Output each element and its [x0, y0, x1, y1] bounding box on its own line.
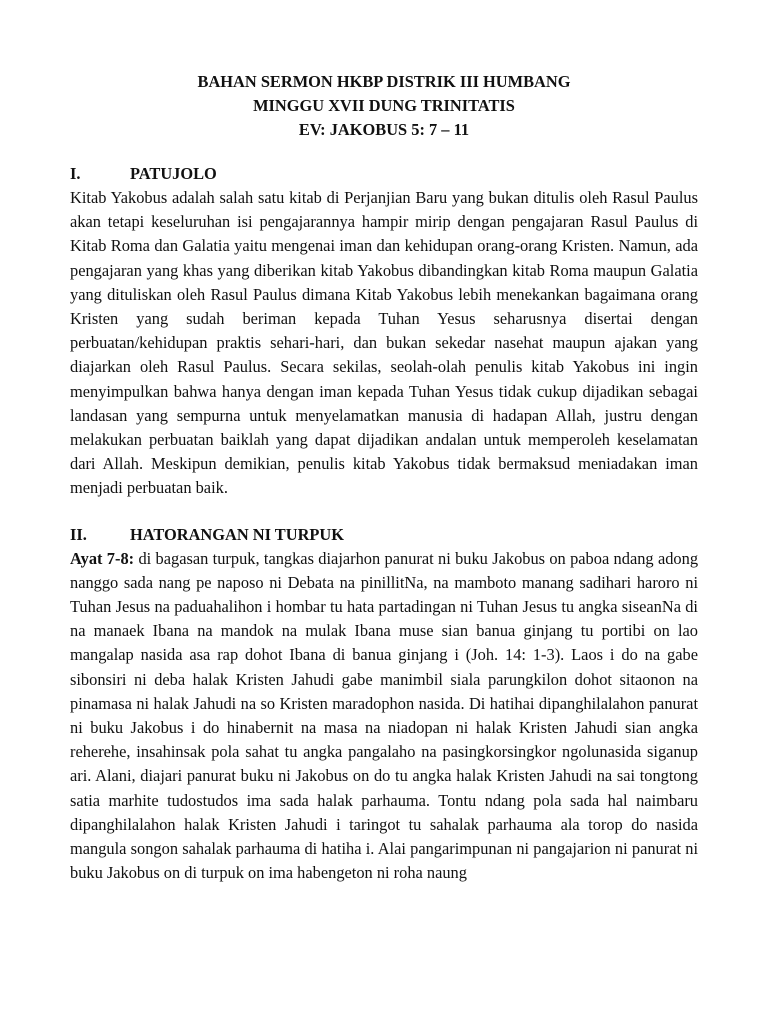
section-title: PATUJOLO: [130, 164, 217, 183]
section-number: I.: [70, 164, 81, 183]
section-heading-hatorangan: [70, 523, 698, 547]
verse-reference: Ayat 7-8:: [70, 548, 135, 568]
section-title: HATORANGAN NI TURPUK: [130, 524, 345, 544]
verse-commentary: di bagasan turpuk, tangkas diajarhon panurat ni buku Jakobus on paboa ndang adong nanggo sada nang pe naposo ni Debata na pinillitNa, na mamboto manang sadihari haroro ni Tuhan Jesus na paduahalihon i hombar tu hata partadingan ni Tuhan Jesus tu angka siseanNa di na manaek Ibana na mandok na mulak Ibana muse sian banua ginjang tu portibi on lao mangalap nasida asa rap dohot Ibana di banua ginjang i (Joh. 14: 1-3). Laos i do na gabe sibonsiri ni deba halak Kristen Jahudi gabe manimbil siala parungkilon dohot sitaonon na pinamasa ni halak Jahudi na so Kristen maradophon nasida. Di hatihai dipanghilalahon panurat ni buku Jakobus i do hinabernit na masa na niadopan ni halak Kristen Jahudi sian angka reherehe, insahinsak pola sahat tu angka pangalaho na pasingkorsingkor ngolunasida siganup ari. Alani, diajari panurat buku ni Jakobus on do tu angka halak Kristen Jahudi na sai tongtong satia marhite tudostudos ima sada halak parhauma. Tontu ndang pola sada hal naimbaru dipanghilalahon halak Kristen Jahudi i taringot tu sahalak parhauma ala torop do nasida mangula songon sahalak parhauma di hatiha i. Alai pangarimpunan ni pangajarion ni panurat ni buku Jakobus on di turpuk on ima habengeton ni roha naung: [70, 548, 699, 883]
section-body-patujolo: Kitab Yakobus adalah salah satu kitab di Perjanjian Baru yang bukan ditulis oleh Rasul Paulus akan tetapi keseluruhan isi pengajarannya hampir mirip dengan pengajaran Rasul Paulus di Kitab Roma dan Galatia yaitu mengenai iman dan kehidupan orang-orang Kristen. Namun, ada pengajaran yang khas yang diberikan kitab Yakobus dibandingkan kitab Roma maupun Galatia yang dituliskan oleh Rasul Paulus dimana Kitab Yakobus lebih menekankan bagaimana orang Kristen yang sudah beriman kepada Tuhan Yesus seharusnya disertai dengan perbuatan/kehidupan praktis sehari-hari, dan bukan sekedar nasehat maupun ajakan yang diajarkan oleh Rasul Paulus. Secara sekilas, seolah-olah penulis kitab Yakobus ini ingin menyimpulkan bahwa hanya dengan iman kepada Tuhan Yesus tidak cukup dijadikan sebagai landasan yang sempurna untuk menyelamatkan manusia di hadapan Allah, justru dengan melakukan perbuatan baiklah yang dapat dijadikan andalan untuk memperoleh keselamatan dari Allah. Meskipun demikian, penulis kitab Yakobus tidak bermaksud meniadakan iman menjadi perbuatan baik.: [70, 188, 698, 498]
section-number: II.: [70, 524, 87, 544]
section-body-hatorangan: [70, 547, 698, 886]
document-header: [70, 70, 698, 142]
header-title: BAHAN SERMON HKBP DISTRIK III HUMBANG: [197, 72, 571, 91]
section-heading-patujolo: [70, 162, 698, 186]
header-reference: EV: JAKOBUS 5: 7 – 11: [298, 120, 470, 139]
header-subtitle: MINGGU XVII DUNG TRINITATIS: [253, 96, 515, 115]
